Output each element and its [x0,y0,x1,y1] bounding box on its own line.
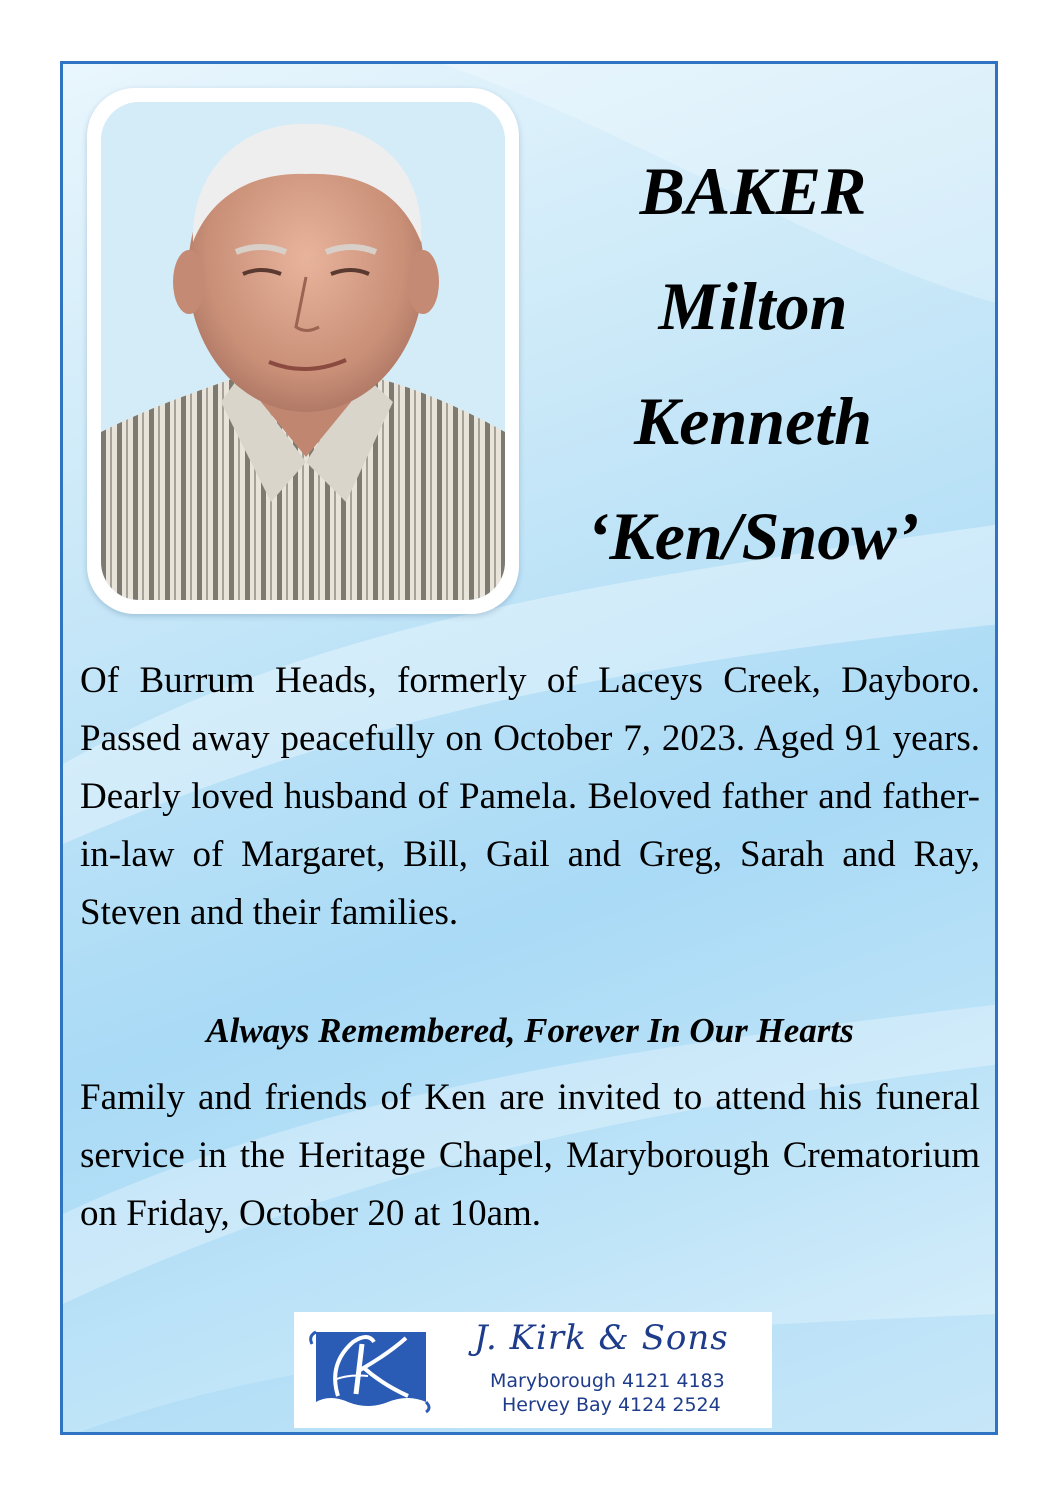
portrait-illustration [101,102,505,600]
portrait-frame [87,88,519,614]
notice-card [60,61,998,1435]
portrait-photo [101,102,505,600]
phone-maryborough: Maryborough 4121 4183 [490,1370,725,1392]
deceased-name [533,134,973,594]
middle-name: Kenneth [633,383,873,459]
announcement-text: Of Burrum Heads, formerly of Laceys Creek, Dayboro. Passed away peacefully on October 7, 2023. Aged 91 years. Dearly loved husband of Pamela. Beloved father and father-in-law of Margaret, Bill, Gail and Greg, Sarah and Ray, Steven and their families. [80,660,980,933]
surname: BAKER [639,153,867,229]
nickname: ‘Ken/Snow’ [586,498,920,574]
first-name: Milton [658,268,848,344]
service-details: Family and friends of Ken are invited to attend his funeral service in the Heritage Chapel, Maryborough Crematorium on Friday, October 20 at 10am. [80,1077,980,1234]
funeral-home-logo [294,1312,772,1428]
phone-hervey-bay: Hervey Bay 4124 2524 [502,1394,721,1416]
memorial-tagline: Always Remembered, Forever In Our Hearts [206,1011,854,1050]
funeral-home-name: J. Kirk & Sons [474,1318,729,1358]
scroll-k-emblem-icon [308,1324,434,1414]
